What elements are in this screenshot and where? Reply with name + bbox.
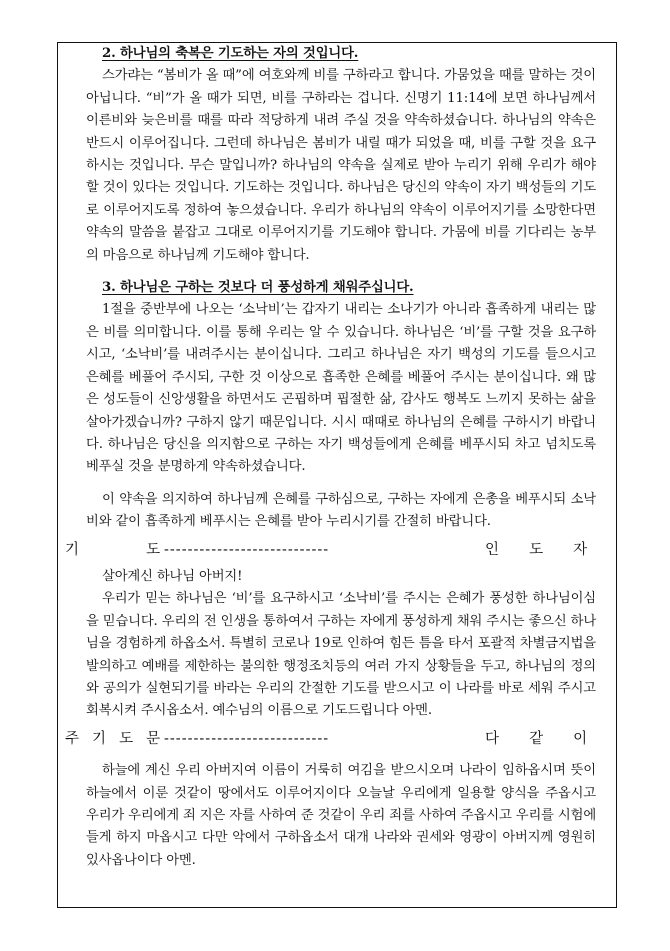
sermon-content bbox=[65, 43, 597, 872]
section-2-body: 스가랴는 “봄비가 올 때”에 여호와께 비를 구하라고 합니다. 가뭄었을 때를 말하는 것이 아닙니다. “비”가 올 때가 되면, 비를 구하라는 겁니다. 신명기 11:14에 보면 하나님께서 이른비와 늦은비를 때를 따라 적당하게 내려 주실 것을 약속하셨습니다. 하나님의 약속은 반드시 이루어집니다. 그런데 하나님은 봄비가 내릴 때가 되었을 때, 비를 구할 것을 요구하시는 것입니다. 무슨 말입니까? 하나님의 약속을 실제로 받아 누리기 위해 우리가 해야 할 것이 있다는 것입니다. 기도하는 것입니다. 하나님은 당신의 약속이 자기 백성들의 기도로 이루어지도록 정하여 놓으셨습니다. 우리가 하나님의 약속이 이루어지기를 소망한다면 약속의 말씀을 붙잡고 그대로 이루어지기를 기도해야 합니다. 가뭄에 비를 기다리는 농부의 마음으로 하나님께 기도해야 합니다. bbox=[86, 68, 597, 263]
lords-prayer-bar-left: 주 기 도 문 bbox=[65, 730, 160, 747]
prayer-bar-left: 기 도 bbox=[65, 541, 160, 558]
prayer-body: 우리가 믿는 하나님은 ‘비’를 요구하시고 ‘소낙비’를 주시는 은혜가 풍성한 하나님이심을 믿습니다. 우리의 전 인생을 통하여서 구하는 자에게 풍성하게 채워 주시는 좋으신 하나님을 경험하게 하옵소서. 특별히 코로나 19로 인하여 힘든 틈을 타서 포괄적 차별금지법을 발의하고 예배를 제한하는 불의한 행정조치등의 여러 가지 상황들을 두고, 하나님의 정의와 공의가 실현되기를 바라는 우리의 간절한 기도를 받으시고 이 나라를 바로 세워 주시고 회복시켜 주시옵소서. 예수님의 이름으로 기도드립니다 아멘. bbox=[86, 591, 597, 719]
page-frame bbox=[57, 42, 617, 908]
prayer-opening: 살아계신 하나님 아버지! bbox=[102, 568, 243, 584]
prayer-bar-right: 인 도 자 bbox=[485, 541, 587, 558]
closing-paragraph: 이 약속을 의지하여 하나님께 은혜를 구하심으로, 구하는 자에게 은총을 베푸시되 소낙비와 같이 흡족하게 베푸시는 은혜를 받아 누리시기를 간절히 바랍니다. bbox=[86, 491, 596, 530]
lords-prayer-section-bar bbox=[65, 728, 587, 750]
lords-prayer-bar-right: 다 같 이 bbox=[485, 730, 587, 747]
section-3-body: 1절을 중반부에 나오는 ‘소낙비’는 갑자기 내리는 소나기가 아니라 흡족하게 내리는 많은 비를 의미합니다. 이를 통해 우리는 알 수 있습니다. 하나님은 ‘비’를 구할 것을 요구하시고, ‘소낙비’를 내려주시는 분이십니다. 그리고 하나님은 자기 백성의 기도를 들으시고 은혜를 베풀어 주시되, 구한 것 이상으로 흡족한 은혜를 베풀어 주시는 분이십니다. 왜 많은 성도들이 신앙생활을 하면서도 곤핍하며 핍절한 삶, 감사도 행복도 느끼지 못하는 삶을 살아가겠습니까? 구하지 않기 때문입니다. 시시 때때로 하나님의 은혜를 구하시기 바랍니다. 하나님은 당신을 의지함으로 구하는 자기 백성들에게 은혜를 베푸시되 차고 넘치도록 베푸실 것을 분명하게 약속하셨습니다. bbox=[86, 302, 596, 475]
section-2-heading: 2. 하나님의 축복은 기도하는 자의 것입니다. bbox=[102, 46, 359, 61]
prayer-section-bar bbox=[65, 539, 587, 561]
lords-prayer-text: 하늘에 계신 우리 아버지여 이름이 거룩히 여김을 받으시오며 나라이 임하옵시며 뜻이 하늘에서 이룬 것같이 땅에서도 이루어지이다 오늘날 우리에게 일용할 양식을 주옵시고 우리가 우리에게 죄 지은 자를 사하여 준 것같이 우리 죄를 사하여 주옵시고 우리를 시험에 들게 하지 마옵시고 다만 악에서 구하옵소서 대개 나라와 권세와 영광이 아버지께 영원히 있사옵나이다 아멘. bbox=[86, 763, 597, 868]
section-3-heading: 3. 하나님은 구하는 것보다 더 풍성하게 채워주십니다. bbox=[102, 280, 414, 296]
prayer-bar-dashes: ---------------------------- bbox=[164, 541, 330, 558]
lords-prayer-bar-dashes: ---------------------------- bbox=[164, 730, 330, 747]
